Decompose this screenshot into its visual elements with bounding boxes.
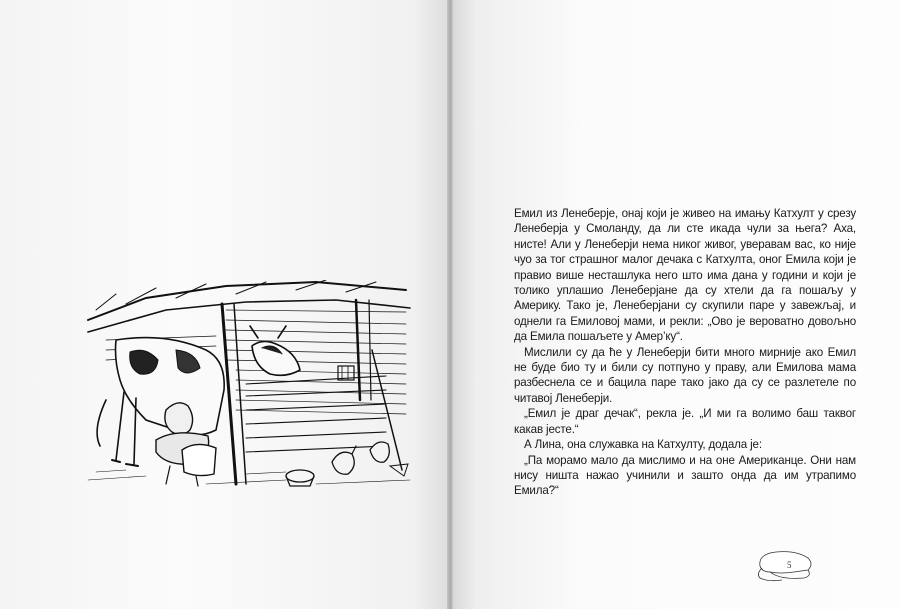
book-gutter bbox=[447, 0, 453, 609]
page-number-ornament bbox=[754, 548, 820, 584]
paragraph: „Емил је драг дечак“, рекла је. „И ми га волимо баш таквог какав јесте.“ bbox=[514, 407, 856, 436]
paragraph: Емил из Ленеберје, онај који је живео на имању Катхулт у срезу Ленеберја у Смоланду, да ли сте икада чули за њега? Аха, нисте! Али у Ленеберји нема никог живог, уверавам вас, ко није чуо за тог страшног малог дечака с Катхулта, оног Емила који је правио више несташлука него што има дана у години и који је толико уплашио Ленеберјане да су хтели да га пошаљу у Америку. Тако је, Ленеберјани су скупили паре у завежљај, и однели га Емиловој мами, и рекли: „Ово је вероватно довољно да Емила пошаљете у Амер’ку“. bbox=[514, 207, 856, 344]
barn-milking-cow-illustration bbox=[86, 280, 412, 492]
paragraph: А Лина, она служавка на Катхулту, додала је: bbox=[524, 438, 762, 452]
page-number: 5 bbox=[787, 560, 792, 570]
paragraph: „Па морамо мало да мислимо и на оне Американце. Они нам нису ништа нажао учинили и зашто онда да им утрапимо Емила?“ bbox=[514, 453, 856, 498]
paragraph: Мислили су да ће у Ленеберји бити много мирније ако Емил не буде био ту и били су потпуно у праву, али Емилова мама разбеснела се и бацила паре тако јако да су се разлетеле по читавој Ленеберји. bbox=[514, 345, 856, 405]
story-text bbox=[514, 206, 856, 499]
